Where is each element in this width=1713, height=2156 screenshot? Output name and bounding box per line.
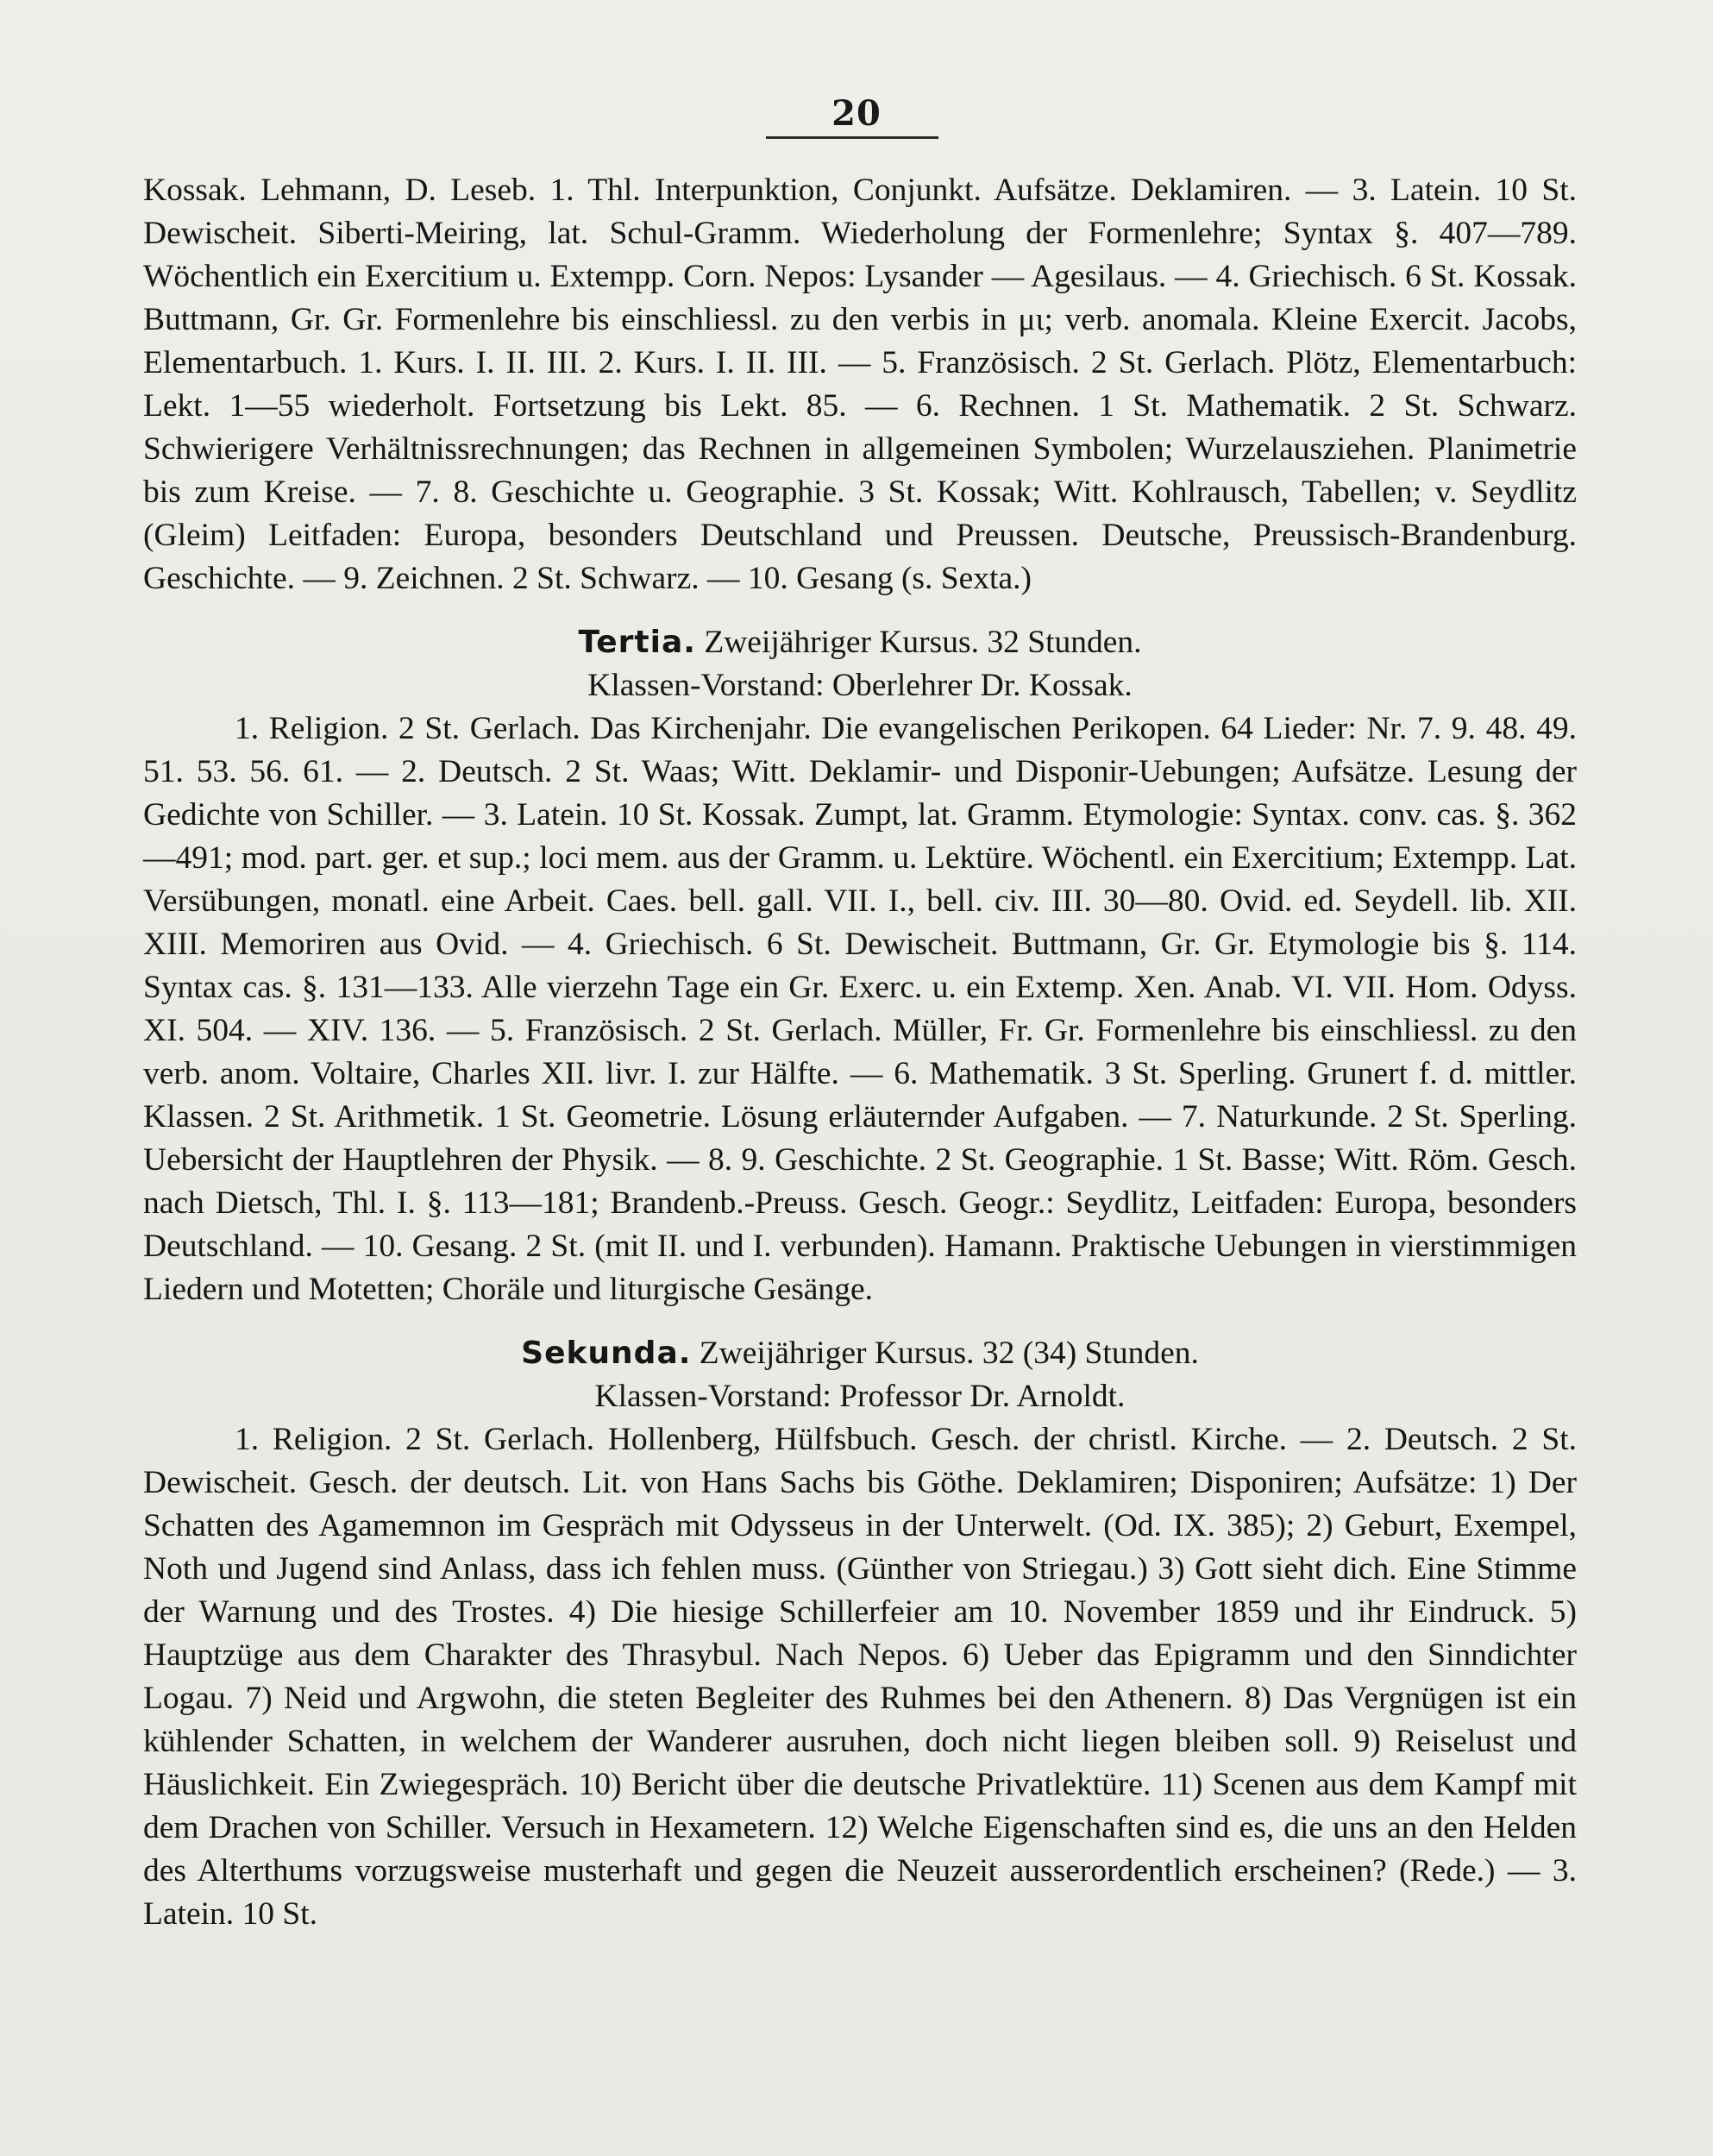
sekunda-title: Sekunda. [521,1336,692,1371]
tertia-heading [143,621,1577,707]
sekunda-heading [143,1332,1577,1418]
page-number: 20 [831,93,882,134]
sekunda-vorstand: Klassen-Vorstand: Professor Dr. Arnoldt. [594,1379,1126,1414]
sekunda-curriculum-paragraph: 1. Religion. 2 St. Gerlach. Hollenberg, Hülfsbuch. Gesch. der christl. Kirche. — 2. Deutsch. 2 St. Dewischeit. Gesch. der deutsch. Lit. von Hans Sachs bis Göthe. Deklamiren; Disponiren; Aufsätze: 1) Der Schatten des Agamemnon im Gespräch mit Odysseus in der Unterwelt. (Od. IX. 385); 2) Geburt, Exempel, Noth und Jugend sind Anlass, dass ich fehlen muss. (Günther von Striegau.) 3) Gott sieht dich. Eine Stimme der Warnung und des Trostes. 4) Die hiesige Schillerfeier am 10. November 1859 und ihr Eindruck. 5) Hauptzüge aus dem Charakter des Thrasybul. Nach Nepos. 6) Ueber das Epigramm und den Sinndichter Logau. 7) Neid und Argwohn, die steten Begleiter des Ruhmes bei den Athenern. 8) Das Vergnügen ist ein kühlender Schatten, in welchem der Wanderer ausruhen, doch nicht liegen bleiben soll. 9) Reiselust und Häuslichkeit. Ein Zwiegespräch. 10) Bericht über die deutsche Privatlektüre. 11) Scenen aus dem Kampf mit dem Drachen von Schiller. Versuch in Hexametern. 12) Welche Eigenschaften sind es, die uns an den Helden des Alterthums vorzugsweise musterhaft und gegen die Neuzeit ausserordentlich erscheinen? (Rede.) — 3. Latein. 10 St. [143,1422,1577,1932]
tertia-subtitle: Zweijähriger Kursus. 32 Stunden. [704,625,1142,660]
tertia-vorstand: Klassen-Vorstand: Oberlehrer Dr. Kossak. [587,668,1133,703]
page-number-rule [766,136,938,139]
page-body [143,169,1577,1936]
quarta-continuation-paragraph: Kossak. Lehmann, D. Leseb. 1. Thl. Interpunktion, Conjunkt. Aufsätze. Deklamiren. — 3. Latein. 10 St. Dewischeit. Siberti-Meiring, lat. Schul-Gramm. Wiederholung der Formenlehre; Syntax §. 407—789. Wöchentlich ein Exercitium u. Extempp. Corn. Nepos: Lysander — Agesilaus. — 4. Griechisch. 6 St. Kossak. Buttmann, Gr. Gr. Formenlehre bis einschliessl. zu den verbis in μι; verb. anomala. Kleine Exercit. Jacobs, Elementarbuch. 1. Kurs. I. II. III. 2. Kurs. I. II. III. — 5. Französisch. 2 St. Gerlach. Plötz, Elementarbuch: Lekt. 1—55 wiederholt. Fortsetzung bis Lekt. 85. — 6. Rechnen. 1 St. Mathematik. 2 St. Schwarz. Schwierigere Verhältnissrechnungen; das Rechnen in allgemeinen Symbolen; Wurzelausziehen. Planimetrie bis zum Kreise. — 7. 8. Geschichte u. Geographie. 3 St. Kossak; Witt. Kohlrausch, Tabellen; v. Seydlitz (Gleim) Leitfaden: Europa, besonders Deutschland und Preussen. Deutsche, Preussisch-Brandenburg. Geschichte. — 9. Zeichnen. 2 St. Schwarz. — 10. Gesang (s. Sexta.) [143,173,1577,596]
sekunda-subtitle: Zweijähriger Kursus. 32 (34) Stunden. [699,1336,1199,1371]
tertia-title: Tertia. [578,625,696,660]
tertia-curriculum-paragraph: 1. Religion. 2 St. Gerlach. Das Kirchenjahr. Die evangelischen Perikopen. 64 Lieder: Nr. 7. 9. 48. 49. 51. 53. 56. 61. — 2. Deutsch. 2 St. Waas; Witt. Deklamir- und Disponir-Uebungen; Aufsätze. Lesung der Gedichte von Schiller. — 3. Latein. 10 St. Kossak. Zumpt, lat. Gramm. Etymologie: Syntax. conv. cas. §. 362—491; mod. part. ger. et sup.; loci mem. aus der Gramm. u. Lektüre. Wöchentl. ein Exercitium; Extempp. Lat. Versübungen, monatl. eine Arbeit. Caes. bell. gall. VII. I., bell. civ. III. 30—80. Ovid. ed. Seydell. lib. XII. XIII. Memoriren aus Ovid. — 4. Griechisch. 6 St. Dewischeit. Buttmann, Gr. Gr. Etymologie bis §. 114. Syntax cas. §. 131—133. Alle vierzehn Tage ein Gr. Exerc. u. ein Extemp. Xen. Anab. VI. VII. Hom. Odyss. XI. 504. — XIV. 136. — 5. Französisch. 2 St. Gerlach. Müller, Fr. Gr. Formenlehre bis einschliessl. zu den verb. anom. Voltaire, Charles XII. livr. I. zur Hälfte. — 6. Mathematik. 3 St. Sperling. Grunert f. d. mittler. Klassen. 2 St. Arithmetik. 1 St. Geometrie. Lösung erläuternder Aufgaben. — 7. Naturkunde. 2 St. Sperling. Uebersicht der Hauptlehren der Physik. — 8. 9. Geschichte. 2 St. Geographie. 1 St. Basse; Witt. Röm. Gesch. nach Dietsch, Thl. I. §. 113—181; Brandenb.-Preuss. Gesch. Geogr.: Seydlitz, Leitfaden: Europa, besonders Deutschland. — 10. Gesang. 2 St. (mit II. und I. verbunden). Hamann. Praktische Uebungen in vierstimmigen Liedern und Motetten; Choräle und liturgische Gesänge. [143,711,1577,1307]
